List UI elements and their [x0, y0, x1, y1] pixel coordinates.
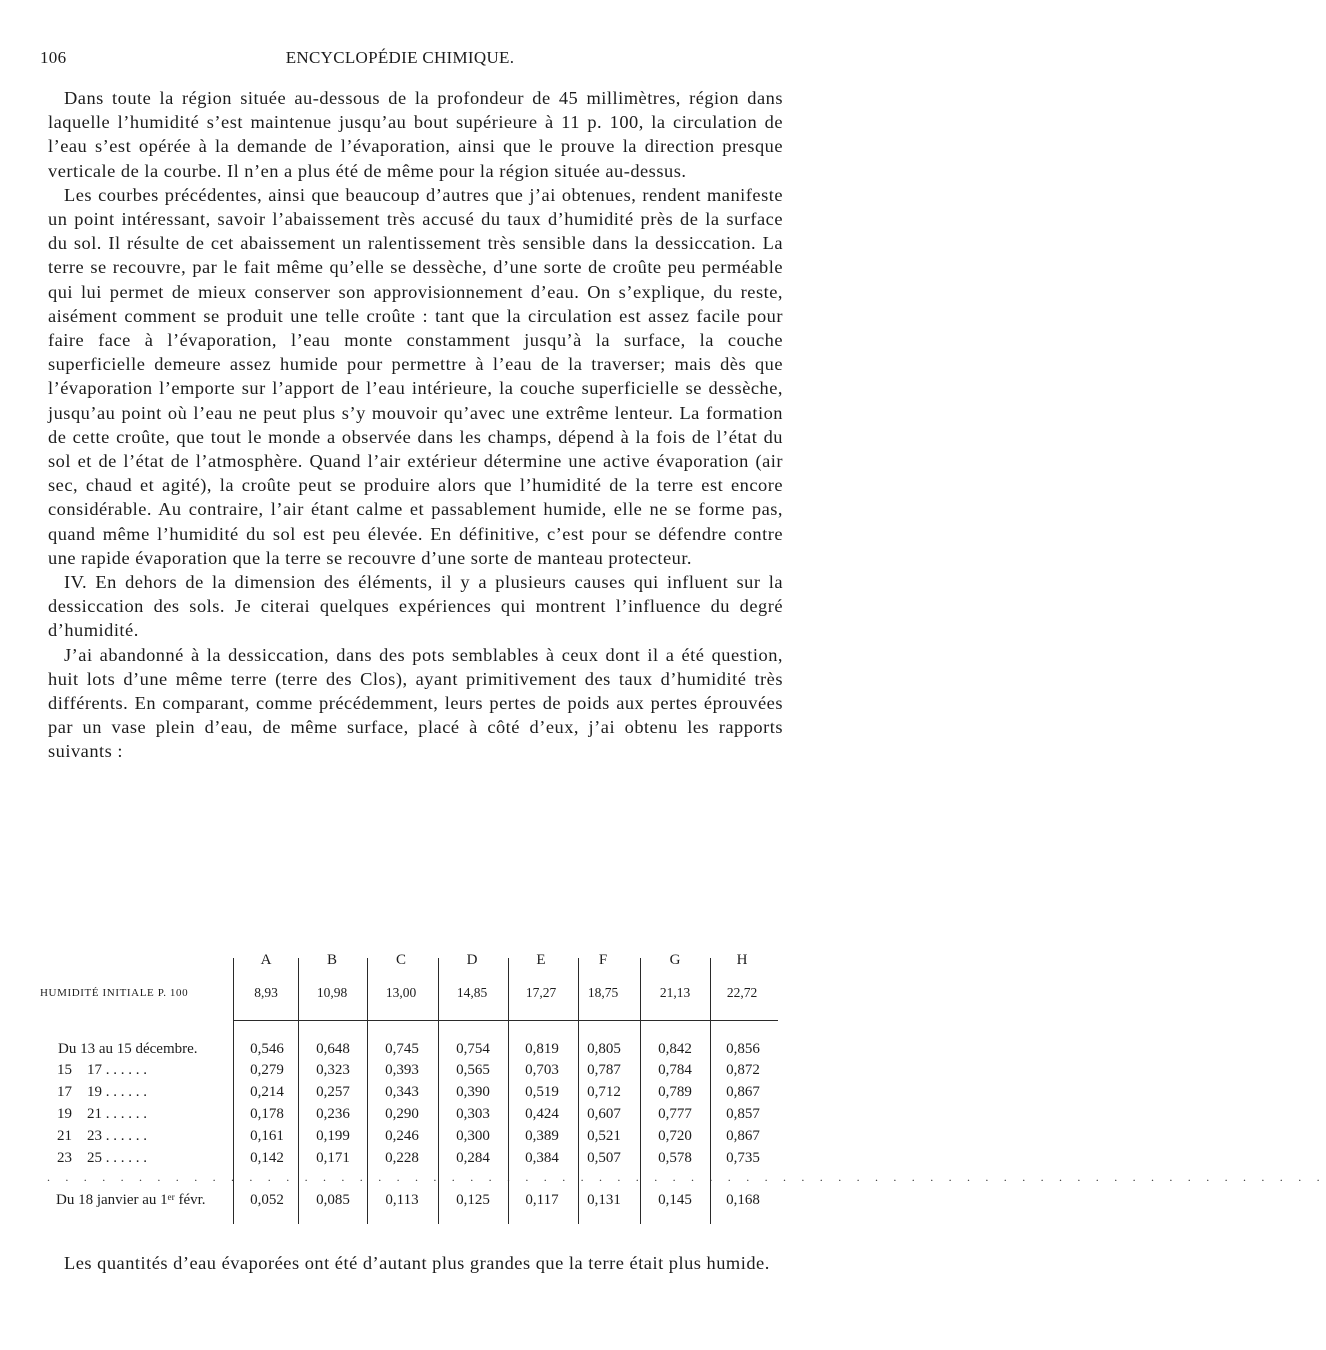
- table-cell: 0,246: [385, 1128, 419, 1144]
- table-cell: 0,857: [726, 1106, 760, 1122]
- initial-humidity-cell: 13,00: [385, 985, 417, 1000]
- table-cell: 0,546: [250, 1041, 284, 1057]
- conclusion-text: [48, 1250, 783, 1276]
- table-cell: 0,424: [525, 1106, 559, 1122]
- initial-humidity-cell: 8,93: [254, 985, 278, 1000]
- initial-humidity-cell: 17,27: [525, 985, 557, 1000]
- table-cell: 0,384: [525, 1150, 559, 1166]
- initial-humidity-cell: 18,75: [587, 985, 619, 1000]
- row-label: 17 19 . . . . . .: [57, 1084, 147, 1100]
- column-header: D: [466, 952, 478, 968]
- table-cell: 0,052: [250, 1192, 284, 1208]
- column-header: H: [736, 952, 748, 968]
- paragraph-4: J’ai abandonné à la dessiccation, dans des pots semblables à ceux dont il a été question, huit lots d’une même terre (terre des Clos), ayant primitivement des taux d’humidité très différents. En comparant, comme précédemment, leurs pertes de poids aux pertes éprouvées par un vase plein d’eau, de même surface, placé à côté d’eux, j’ai obtenu les rapports suivants :: [48, 644, 783, 762]
- table-cell: 0,290: [385, 1106, 419, 1122]
- paragraph-3: IV. En dehors de la dimension des éléments, il y a plusieurs causes qui influent sur la dessiccation des sols. Je citerai quelques expériences qui montrent l’influence du degré d’humidité.: [48, 572, 783, 641]
- table-cell: 0,389: [525, 1128, 559, 1144]
- table-cell: 0,085: [316, 1192, 350, 1208]
- table-cell: 0,521: [587, 1128, 621, 1144]
- table-cell: 0,131: [587, 1192, 621, 1208]
- table-cell: 0,819: [525, 1041, 559, 1057]
- table-rule: [233, 1020, 778, 1021]
- table-cell: 0,343: [385, 1084, 419, 1100]
- table-cell: 0,720: [658, 1128, 692, 1144]
- initial-humidity-cell: 10,98: [316, 985, 348, 1000]
- table-cell: 0,648: [316, 1041, 350, 1057]
- table-cell: 0,735: [726, 1150, 760, 1166]
- table-cell: 0,787: [587, 1062, 621, 1078]
- initial-humidity-cell: 21,13: [659, 985, 691, 1000]
- paragraph-1: Dans toute la région située au-dessous de la profondeur de 45 millimètres, région dans laquelle l’humidité s’est maintenue jusqu’au bout supérieure à 11 p. 100, la circulation de l’eau s’est opérée à la demande de l’évaporation, ainsi que le prouve la direction presque verticale de la courbe. Il n’en a plus été de même pour la région située au-dessus.: [48, 88, 783, 181]
- table-cell: 0,236: [316, 1106, 350, 1122]
- table-cell: 0,393: [385, 1062, 419, 1078]
- column-header: F: [598, 952, 608, 968]
- row-label: 19 21 . . . . . .: [57, 1106, 147, 1122]
- row-label: 21 23 . . . . . .: [57, 1128, 147, 1144]
- table-cell: 0,171: [316, 1150, 350, 1166]
- table-cell: 0,703: [525, 1062, 559, 1078]
- table-cell: 0,578: [658, 1150, 692, 1166]
- table-cell: 0,867: [726, 1084, 760, 1100]
- column-header: E: [536, 952, 546, 968]
- table-cell: 0,117: [525, 1192, 559, 1208]
- table-cell: 0,872: [726, 1062, 760, 1078]
- table-cell: 0,805: [587, 1041, 621, 1057]
- table-cell: 0,178: [250, 1106, 284, 1122]
- table-cell: 0,214: [250, 1084, 284, 1100]
- table-cell: 0,712: [587, 1084, 621, 1100]
- initial-humidity-cell: 14,85: [456, 985, 488, 1000]
- table-cell: 0,842: [658, 1041, 692, 1057]
- row-label: Du 13 au 15 décembre.: [58, 1041, 198, 1057]
- running-title: ENCYCLOPÉDIE CHIMIQUE.: [285, 48, 515, 67]
- table-cell: 0,228: [385, 1150, 419, 1166]
- table-cell: 0,754: [456, 1041, 490, 1057]
- table-cell: 0,565: [456, 1062, 490, 1078]
- table-cell: 0,199: [316, 1128, 350, 1144]
- table-cell: 0,323: [316, 1062, 350, 1078]
- column-header: A: [260, 952, 272, 968]
- table-cell: 0,784: [658, 1062, 692, 1078]
- conclusion-paragraph: Les quantités d’eau évaporées ont été d’autant plus grandes que la terre était plus humide.: [64, 1253, 770, 1273]
- table-cell: 0,113: [385, 1192, 419, 1208]
- table-cell: 0,161: [250, 1128, 284, 1144]
- page-number: 106: [40, 48, 67, 67]
- table-cell: 0,390: [456, 1084, 490, 1100]
- paragraph-2: Les courbes précédentes, ainsi que beaucoup d’autres que j’ai obtenues, rendent manifeste un point intéressant, savoir l’abaissement très accusé du taux d’humidité près de la surface du sol. Il résulte de cet abaissement un ralentissement très sensible dans la dessiccation. La terre se recouvre, par le fait même qu’elle se dessèche, d’une sorte de croûte peu perméable qui lui permet de mieux conserver son approvisionnement d’eau. On s’explique, du reste, aisément comment se produit une telle croûte : tant que la circulation est assez facile pour faire face à l’évaporation, l’eau monte constamment jusqu’à la surface, la couche superficielle demeure assez humide pour permettre à l’eau de la traverser; mais dès que l’évaporation l’emporte sur l’apport de l’eau intérieure, la couche superficielle se dessèche, jusqu’au point où l’eau ne peut plus s’y mouvoir qu’avec une extrême lenteur. La formation de cette croûte, que tout le monde a observée dans les champs, dépend à la fois de l’état du sol et de l’état de l’atmosphère. Quand l’air extérieur détermine une active évaporation (air sec, chaud et agité), la croûte peut se produire alors que l’humidité de la terre est encore considérable. Au contraire, l’air étant calme et passablement humide, elle ne se forme pas, quand même l’humidité du sol est peu élevée. En définitive, c’est pour se défendre contre une rapide évaporation que la terre se recouvre d’une sorte de manteau protecteur.: [48, 184, 783, 568]
- table-cell: 0,125: [456, 1192, 490, 1208]
- initial-humidity-cell: 22,72: [726, 985, 758, 1000]
- row-label: 15 17 . . . . . .: [57, 1062, 147, 1078]
- table-cell: 0,777: [658, 1106, 692, 1122]
- table-cell: 0,168: [726, 1192, 760, 1208]
- table-cell: 0,789: [658, 1084, 692, 1100]
- table-cell: 0,142: [250, 1150, 284, 1166]
- table-cell: 0,607: [587, 1106, 621, 1122]
- leader-dots-row: . . . . . . . . . . . . . . . . . . . . . . . . . . . . . . . . . . . . . . . . . . . . . . . . . . . . . . . . . . . . . . . . . . . . . .: [47, 1170, 1326, 1184]
- table-header-label: HUMIDITÉ INITIALE P. 100: [40, 987, 189, 999]
- column-header: C: [395, 952, 406, 968]
- table-cell: 0,284: [456, 1150, 490, 1166]
- table-cell: 0,519: [525, 1084, 559, 1100]
- table-cell: 0,867: [726, 1128, 760, 1144]
- table-cell: 0,145: [658, 1192, 692, 1208]
- column-header: G: [669, 952, 681, 968]
- row-label: 23 25 . . . . . .: [57, 1150, 147, 1166]
- table-cell: 0,745: [385, 1041, 419, 1057]
- table-cell: 0,303: [456, 1106, 490, 1122]
- table-cell: 0,279: [250, 1062, 284, 1078]
- column-header: B: [326, 952, 337, 968]
- table-cell: 0,507: [587, 1150, 621, 1166]
- table-cell: 0,856: [726, 1041, 760, 1057]
- row-label: Du 18 janvier au 1ᵉʳ févr.: [56, 1192, 206, 1208]
- table-cell: 0,300: [456, 1128, 490, 1144]
- table-cell: 0,257: [316, 1084, 350, 1100]
